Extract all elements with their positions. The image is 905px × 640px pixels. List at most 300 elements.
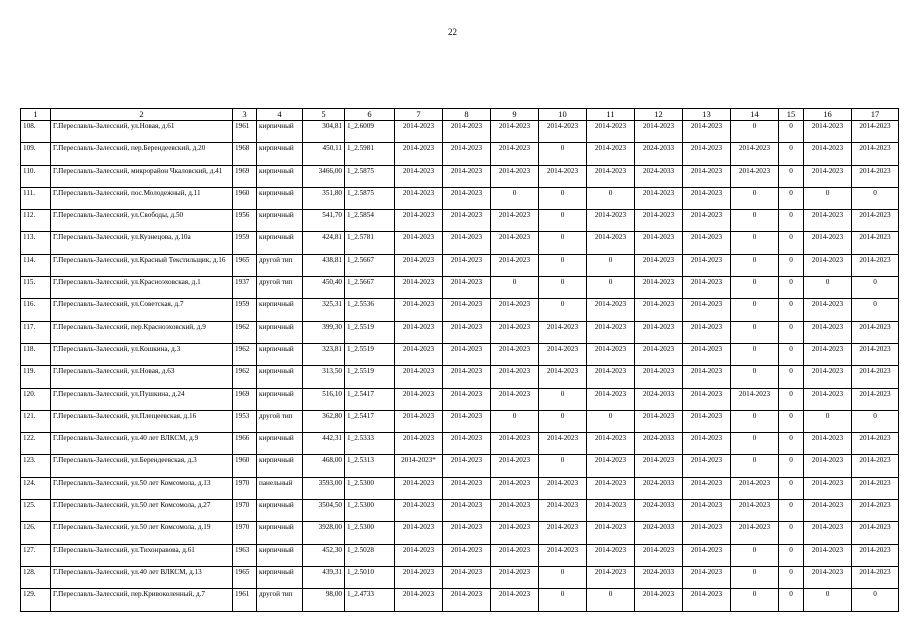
- period-cell-col-17: 2014-2023: [852, 321, 899, 343]
- period-cell-col-9: 2014-2023: [491, 366, 539, 388]
- index-cell: 1_2.5667: [345, 254, 395, 276]
- period-cell-col-10: 0: [539, 254, 587, 276]
- table-row: [21, 433, 899, 455]
- column-header-15: 15: [779, 109, 804, 121]
- period-cell-col-17: 2014-2023: [852, 566, 899, 588]
- table-row: [21, 410, 899, 432]
- period-cell-col-7: 2014-2023: [395, 143, 443, 165]
- year-cell: 1961: [233, 121, 257, 143]
- row-number: 124.: [21, 477, 51, 499]
- table-row: [21, 388, 899, 410]
- index-cell: 1_2.5854: [345, 210, 395, 232]
- address-cell: Г.Переславль-Залесский, ул.40 лет ВЛКСМ, д.9: [51, 433, 233, 455]
- column-header-11: 11: [587, 109, 635, 121]
- period-cell-col-9: 2014-2023: [491, 165, 539, 187]
- period-cell-col-14: 0: [731, 455, 779, 477]
- period-cell-col-13: 2014-2023: [683, 410, 731, 432]
- period-cell-col-15: 0: [779, 589, 804, 611]
- header-row: [21, 109, 899, 121]
- period-cell-col-10: 0: [539, 143, 587, 165]
- period-cell-col-17: 2014-2023: [852, 366, 899, 388]
- index-cell: 1_2.5300: [345, 522, 395, 544]
- table-row: [21, 254, 899, 276]
- period-cell-col-16: 2014-2023: [804, 321, 852, 343]
- index-cell: 1_2.5536: [345, 299, 395, 321]
- row-number: 117.: [21, 321, 51, 343]
- period-cell-col-7: 2014-2023: [395, 232, 443, 254]
- period-cell-col-9: 2014-2023: [491, 589, 539, 611]
- period-cell-col-9: 2014-2023: [491, 121, 539, 143]
- period-cell-col-17: 2014-2023: [852, 455, 899, 477]
- column-header-5: 5: [303, 109, 345, 121]
- period-cell-col-12: 2014-2023: [635, 544, 683, 566]
- year-cell: 1960: [233, 187, 257, 209]
- period-cell-col-12: 2014-2023: [635, 254, 683, 276]
- period-cell-col-11: 2014-2023: [587, 299, 635, 321]
- period-cell-col-11: 0: [587, 187, 635, 209]
- period-cell-col-11: 2014-2023: [587, 544, 635, 566]
- period-cell-col-14: 0: [731, 299, 779, 321]
- index-cell: 1_2.5519: [345, 321, 395, 343]
- wall-type-cell: кирпичный: [257, 433, 303, 455]
- period-cell-col-14: 0: [731, 366, 779, 388]
- period-cell-col-7: 2014-2023: [395, 544, 443, 566]
- column-header-1: 1: [21, 109, 51, 121]
- period-cell-col-17: 0: [852, 299, 899, 321]
- period-cell-col-8: 2014-2023: [443, 343, 491, 365]
- period-cell-col-16: 2014-2023: [804, 455, 852, 477]
- period-cell-col-8: 2014-2023: [443, 187, 491, 209]
- period-cell-col-8: 2014-2023: [443, 121, 491, 143]
- index-cell: 1_2.5781: [345, 232, 395, 254]
- period-cell-col-10: 2014-2023: [539, 366, 587, 388]
- wall-type-cell: кирпичный: [257, 388, 303, 410]
- address-cell: Г.Переславль-Залесский, ул.Новая, д.63: [51, 366, 233, 388]
- wall-type-cell: кирпичный: [257, 299, 303, 321]
- period-cell-col-10: 2014-2023: [539, 477, 587, 499]
- area-cell: 304,81: [303, 121, 345, 143]
- period-cell-col-13: 2014-2023: [683, 589, 731, 611]
- period-cell-col-7: 2014-2023: [395, 299, 443, 321]
- column-header-3: 3: [233, 109, 257, 121]
- period-cell-col-16: 2014-2023: [804, 366, 852, 388]
- address-cell: Г.Переславль-Залесский, ул.Кошкина, д.3: [51, 343, 233, 365]
- column-header-8: 8: [443, 109, 491, 121]
- period-cell-col-10: 0: [539, 566, 587, 588]
- column-header-6: 6: [345, 109, 395, 121]
- period-cell-col-11: 2014-2023: [587, 366, 635, 388]
- column-header-9: 9: [491, 109, 539, 121]
- period-cell-col-10: 2014-2023: [539, 165, 587, 187]
- year-cell: 1969: [233, 165, 257, 187]
- address-cell: Г.Переславль-Залесский, ул.Красный Текстильщик, д.16: [51, 254, 233, 276]
- year-cell: 1966: [233, 433, 257, 455]
- period-cell-col-8: 2014-2023: [443, 299, 491, 321]
- period-cell-col-17: 2014-2023: [852, 254, 899, 276]
- period-cell-col-17: 2014-2023: [852, 388, 899, 410]
- period-cell-col-17: 2014-2023: [852, 143, 899, 165]
- period-cell-col-11: 0: [587, 254, 635, 276]
- period-cell-col-16: 0: [804, 589, 852, 611]
- period-cell-col-15: 0: [779, 433, 804, 455]
- period-cell-col-9: 2014-2023: [491, 455, 539, 477]
- wall-type-cell: кирпичный: [257, 143, 303, 165]
- period-cell-col-11: 2014-2023: [587, 522, 635, 544]
- period-cell-col-10: 2014-2023: [539, 433, 587, 455]
- period-cell-col-16: 0: [804, 187, 852, 209]
- wall-type-cell: кирпичный: [257, 455, 303, 477]
- period-cell-col-11: 2014-2023: [587, 165, 635, 187]
- column-header-2: 2: [51, 109, 233, 121]
- period-cell-col-13: 2014-2023: [683, 522, 731, 544]
- period-cell-col-8: 2014-2023: [443, 232, 491, 254]
- period-cell-col-10: 2014-2023: [539, 343, 587, 365]
- period-cell-col-16: 2014-2023: [804, 232, 852, 254]
- period-cell-col-14: 0: [731, 433, 779, 455]
- period-cell-col-11: 2014-2023: [587, 433, 635, 455]
- period-cell-col-11: 2014-2023: [587, 455, 635, 477]
- period-cell-col-12: 2024-2033: [635, 433, 683, 455]
- year-cell: 1959: [233, 232, 257, 254]
- period-cell-col-16: 2014-2023: [804, 143, 852, 165]
- period-cell-col-17: 2014-2023: [852, 343, 899, 365]
- page-number: 22: [448, 27, 457, 37]
- period-cell-col-9: 2014-2023: [491, 566, 539, 588]
- period-cell-col-10: 2014-2023: [539, 500, 587, 522]
- period-cell-col-16: 0: [804, 277, 852, 299]
- area-cell: 452,30: [303, 544, 345, 566]
- period-cell-col-13: 2014-2023: [683, 143, 731, 165]
- table-row: [21, 187, 899, 209]
- period-cell-col-9: 2014-2023: [491, 210, 539, 232]
- year-cell: 1962: [233, 343, 257, 365]
- period-cell-col-9: 2014-2023: [491, 500, 539, 522]
- index-cell: 1_2.5333: [345, 433, 395, 455]
- address-cell: Г.Переславль-Залесский, ул.Свободы, д.50: [51, 210, 233, 232]
- period-cell-col-12: 2014-2023: [635, 187, 683, 209]
- index-cell: 1_2.5519: [345, 343, 395, 365]
- period-cell-col-12: 2014-2023: [635, 410, 683, 432]
- period-cell-col-10: 0: [539, 187, 587, 209]
- wall-type-cell: панельный: [257, 477, 303, 499]
- table-row: [21, 143, 899, 165]
- period-cell-col-14: 0: [731, 232, 779, 254]
- period-cell-col-13: 2014-2023: [683, 321, 731, 343]
- area-cell: 438,81: [303, 254, 345, 276]
- index-cell: 1_2.5667: [345, 277, 395, 299]
- period-cell-col-9: 2014-2023: [491, 544, 539, 566]
- period-cell-col-17: 2014-2023: [852, 477, 899, 499]
- column-header-12: 12: [635, 109, 683, 121]
- area-cell: 468,00: [303, 455, 345, 477]
- wall-type-cell: кирпичный: [257, 522, 303, 544]
- period-cell-col-11: 2014-2023: [587, 143, 635, 165]
- period-cell-col-15: 0: [779, 388, 804, 410]
- table-row: [21, 455, 899, 477]
- period-cell-col-9: 0: [491, 187, 539, 209]
- period-cell-col-15: 0: [779, 455, 804, 477]
- period-cell-col-8: 2014-2023: [443, 277, 491, 299]
- period-cell-col-13: 2014-2023: [683, 544, 731, 566]
- period-cell-col-15: 0: [779, 187, 804, 209]
- index-cell: 1_2.5417: [345, 410, 395, 432]
- table-row: [21, 232, 899, 254]
- period-cell-col-9: 2014-2023: [491, 232, 539, 254]
- period-cell-col-17: 0: [852, 277, 899, 299]
- index-cell: 1_2.5875: [345, 187, 395, 209]
- period-cell-col-14: 0: [731, 210, 779, 232]
- period-cell-col-10: 2014-2023: [539, 321, 587, 343]
- area-cell: 399,30: [303, 321, 345, 343]
- area-cell: 3928,00: [303, 522, 345, 544]
- period-cell-col-16: 2014-2023: [804, 210, 852, 232]
- period-cell-col-15: 0: [779, 500, 804, 522]
- period-cell-col-13: 2014-2023: [683, 343, 731, 365]
- column-header-14: 14: [731, 109, 779, 121]
- housing-table: [20, 108, 899, 612]
- period-cell-col-10: 0: [539, 232, 587, 254]
- period-cell-col-7: 2014-2023*: [395, 455, 443, 477]
- period-cell-col-8: 2014-2023: [443, 433, 491, 455]
- row-number: 120.: [21, 388, 51, 410]
- table-row: [21, 544, 899, 566]
- period-cell-col-15: 0: [779, 121, 804, 143]
- period-cell-col-15: 0: [779, 410, 804, 432]
- table-row: [21, 165, 899, 187]
- period-cell-col-8: 2014-2023: [443, 254, 491, 276]
- period-cell-col-14: 2014-2023: [731, 388, 779, 410]
- address-cell: Г.Переславль-Залесский, пер.Берендеевский, д.20: [51, 143, 233, 165]
- area-cell: 325,31: [303, 299, 345, 321]
- row-number: 129.: [21, 589, 51, 611]
- table-row: [21, 210, 899, 232]
- period-cell-col-8: 2014-2023: [443, 143, 491, 165]
- address-cell: Г.Переславль-Залесский, пос.Молодежный, д.11: [51, 187, 233, 209]
- period-cell-col-17: 2014-2023: [852, 210, 899, 232]
- address-cell: Г.Переславль-Залесский, пер.Кривоколенный, д.7: [51, 589, 233, 611]
- index-cell: 1_2.5300: [345, 500, 395, 522]
- period-cell-col-11: 2014-2023: [587, 210, 635, 232]
- row-number: 123.: [21, 455, 51, 477]
- period-cell-col-12: 2024-2033: [635, 522, 683, 544]
- year-cell: 1970: [233, 522, 257, 544]
- period-cell-col-16: 2014-2023: [804, 254, 852, 276]
- year-cell: 1959: [233, 299, 257, 321]
- period-cell-col-17: 2014-2023: [852, 232, 899, 254]
- address-cell: Г.Переславль-Залесский, ул.Пушкина, д.24: [51, 388, 233, 410]
- period-cell-col-13: 2014-2023: [683, 299, 731, 321]
- table-row: [21, 589, 899, 611]
- period-cell-col-8: 2014-2023: [443, 500, 491, 522]
- wall-type-cell: кирпичный: [257, 544, 303, 566]
- period-cell-col-8: 2014-2023: [443, 366, 491, 388]
- period-cell-col-15: 0: [779, 277, 804, 299]
- period-cell-col-12: 2014-2023: [635, 210, 683, 232]
- index-cell: 1_2.5417: [345, 388, 395, 410]
- period-cell-col-17: 0: [852, 410, 899, 432]
- period-cell-col-12: 2014-2023: [635, 589, 683, 611]
- year-cell: 1960: [233, 455, 257, 477]
- period-cell-col-10: 2014-2023: [539, 121, 587, 143]
- address-cell: Г.Переславль-Залесский, ул.40 лет ВЛКСМ, д.13: [51, 566, 233, 588]
- period-cell-col-8: 2014-2023: [443, 410, 491, 432]
- period-cell-col-7: 2014-2023: [395, 589, 443, 611]
- period-cell-col-10: 0: [539, 277, 587, 299]
- column-header-13: 13: [683, 109, 731, 121]
- period-cell-col-8: 2014-2023: [443, 477, 491, 499]
- wall-type-cell: кирпичный: [257, 343, 303, 365]
- wall-type-cell: кирпичный: [257, 165, 303, 187]
- period-cell-col-11: 2014-2023: [587, 343, 635, 365]
- address-cell: Г.Переславль-Залесский, ул.Новая, д.61: [51, 121, 233, 143]
- period-cell-col-9: 2014-2023: [491, 143, 539, 165]
- period-cell-col-16: 2014-2023: [804, 477, 852, 499]
- index-cell: 1_2.4733: [345, 589, 395, 611]
- period-cell-col-8: 2014-2023: [443, 544, 491, 566]
- period-cell-col-16: 2014-2023: [804, 343, 852, 365]
- period-cell-col-13: 2014-2023: [683, 455, 731, 477]
- period-cell-col-15: 0: [779, 254, 804, 276]
- period-cell-col-12: 2014-2023: [635, 299, 683, 321]
- period-cell-col-9: 2014-2023: [491, 388, 539, 410]
- period-cell-col-14: 0: [731, 566, 779, 588]
- area-cell: 362,80: [303, 410, 345, 432]
- wall-type-cell: другой тип: [257, 589, 303, 611]
- row-number: 122.: [21, 433, 51, 455]
- period-cell-col-14: 0: [731, 277, 779, 299]
- table-row: [21, 366, 899, 388]
- period-cell-col-15: 0: [779, 321, 804, 343]
- index-cell: 1_2.6009: [345, 121, 395, 143]
- period-cell-col-12: 2024-2033: [635, 165, 683, 187]
- period-cell-col-8: 2014-2023: [443, 388, 491, 410]
- period-cell-col-13: 2014-2023: [683, 121, 731, 143]
- period-cell-col-16: 2014-2023: [804, 165, 852, 187]
- row-number: 127.: [21, 544, 51, 566]
- year-cell: 1969: [233, 388, 257, 410]
- period-cell-col-12: 2014-2023: [635, 277, 683, 299]
- period-cell-col-13: 2014-2023: [683, 433, 731, 455]
- area-cell: 541,70: [303, 210, 345, 232]
- period-cell-col-13: 2014-2023: [683, 566, 731, 588]
- period-cell-col-14: 0: [731, 121, 779, 143]
- area-cell: 3466,00: [303, 165, 345, 187]
- period-cell-col-15: 0: [779, 165, 804, 187]
- table-row: [21, 522, 899, 544]
- column-header-4: 4: [257, 109, 303, 121]
- period-cell-col-7: 2014-2023: [395, 210, 443, 232]
- period-cell-col-9: 2014-2023: [491, 343, 539, 365]
- period-cell-col-14: 2014-2023: [731, 500, 779, 522]
- period-cell-col-13: 2014-2023: [683, 165, 731, 187]
- period-cell-col-12: 2014-2023: [635, 343, 683, 365]
- column-header-16: 16: [804, 109, 852, 121]
- period-cell-col-17: 2014-2023: [852, 121, 899, 143]
- period-cell-col-14: 0: [731, 544, 779, 566]
- area-cell: 3504,50: [303, 500, 345, 522]
- period-cell-col-14: 2014-2023: [731, 143, 779, 165]
- index-cell: 1_2.5028: [345, 544, 395, 566]
- period-cell-col-9: 2014-2023: [491, 321, 539, 343]
- period-cell-col-9: 2014-2023: [491, 254, 539, 276]
- period-cell-col-17: 0: [852, 589, 899, 611]
- period-cell-col-17: 2014-2023: [852, 165, 899, 187]
- period-cell-col-12: 2024-2033: [635, 477, 683, 499]
- period-cell-col-11: 2014-2023: [587, 388, 635, 410]
- index-cell: 1_2.5313: [345, 455, 395, 477]
- period-cell-col-15: 0: [779, 143, 804, 165]
- period-cell-col-7: 2014-2023: [395, 366, 443, 388]
- area-cell: 450,11: [303, 143, 345, 165]
- row-number: 108.: [21, 121, 51, 143]
- index-cell: 1_2.5300: [345, 477, 395, 499]
- row-number: 118.: [21, 343, 51, 365]
- period-cell-col-10: 2014-2023: [539, 544, 587, 566]
- period-cell-col-9: 2014-2023: [491, 522, 539, 544]
- year-cell: 1965: [233, 254, 257, 276]
- period-cell-col-13: 2014-2023: [683, 210, 731, 232]
- period-cell-col-16: 2014-2023: [804, 544, 852, 566]
- period-cell-col-17: 0: [852, 187, 899, 209]
- period-cell-col-12: 2014-2023: [635, 232, 683, 254]
- period-cell-col-8: 2014-2023: [443, 455, 491, 477]
- period-cell-col-12: 2024-2033: [635, 500, 683, 522]
- period-cell-col-11: 0: [587, 277, 635, 299]
- period-cell-col-8: 2014-2023: [443, 165, 491, 187]
- wall-type-cell: кирпичный: [257, 210, 303, 232]
- period-cell-col-10: 0: [539, 410, 587, 432]
- period-cell-col-8: 2014-2023: [443, 589, 491, 611]
- period-cell-col-16: 2014-2023: [804, 500, 852, 522]
- wall-type-cell: кирпичный: [257, 500, 303, 522]
- wall-type-cell: другой тип: [257, 254, 303, 276]
- period-cell-col-16: 0: [804, 410, 852, 432]
- period-cell-col-7: 2014-2023: [395, 410, 443, 432]
- wall-type-cell: кирпичный: [257, 366, 303, 388]
- area-cell: 516,10: [303, 388, 345, 410]
- address-cell: Г.Переславль-Залесский, ул.50 лет Комсомола, д.19: [51, 522, 233, 544]
- address-cell: Г.Переславль-Залесский, ул.50 лет Комсомола, д.27: [51, 500, 233, 522]
- period-cell-col-17: 2014-2023: [852, 522, 899, 544]
- period-cell-col-10: 0: [539, 589, 587, 611]
- area-cell: 313,50: [303, 366, 345, 388]
- period-cell-col-8: 2014-2023: [443, 321, 491, 343]
- period-cell-col-7: 2014-2023: [395, 121, 443, 143]
- period-cell-col-15: 0: [779, 299, 804, 321]
- period-cell-col-9: 0: [491, 277, 539, 299]
- period-cell-col-13: 2014-2023: [683, 277, 731, 299]
- row-number: 125.: [21, 500, 51, 522]
- period-cell-col-9: 2014-2023: [491, 299, 539, 321]
- period-cell-col-12: 2024-2033: [635, 388, 683, 410]
- period-cell-col-12: 2024-2033: [635, 566, 683, 588]
- period-cell-col-13: 2014-2023: [683, 232, 731, 254]
- address-cell: Г.Переславль-Залесский, микрорайон Чкаловский, д.41: [51, 165, 233, 187]
- row-number: 128.: [21, 566, 51, 588]
- period-cell-col-13: 2014-2023: [683, 477, 731, 499]
- wall-type-cell: кирпичный: [257, 566, 303, 588]
- period-cell-col-16: 2014-2023: [804, 433, 852, 455]
- period-cell-col-11: 2014-2023: [587, 566, 635, 588]
- period-cell-col-11: 2014-2023: [587, 500, 635, 522]
- year-cell: 1962: [233, 321, 257, 343]
- period-cell-col-14: 2014-2023: [731, 165, 779, 187]
- area-cell: 442,31: [303, 433, 345, 455]
- period-cell-col-13: 2014-2023: [683, 500, 731, 522]
- row-number: 126.: [21, 522, 51, 544]
- index-cell: 1_2.5981: [345, 143, 395, 165]
- period-cell-col-7: 2014-2023: [395, 477, 443, 499]
